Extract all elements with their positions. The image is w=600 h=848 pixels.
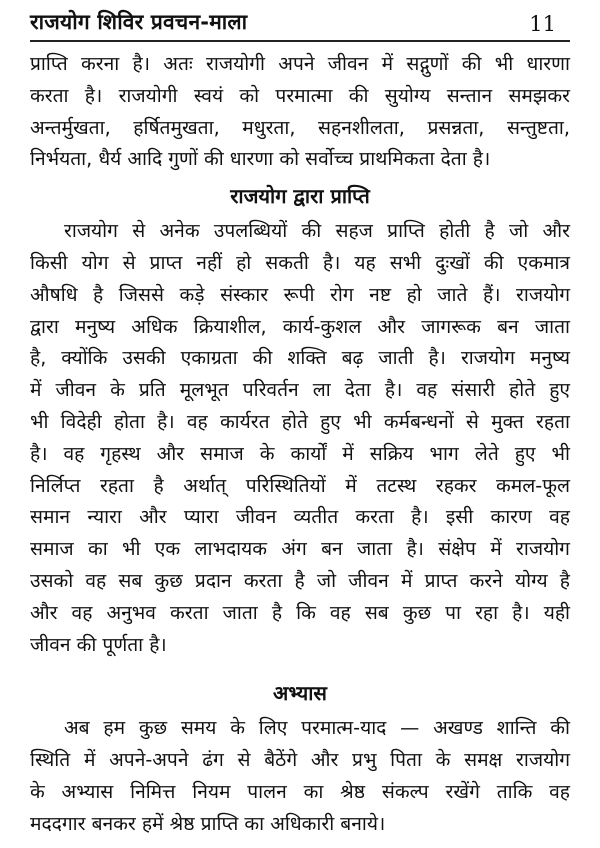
text-line: करता है। राजयोगी स्वयं को परमात्मा की सुयोग्य सन्तान समझकर bbox=[30, 83, 570, 107]
text-line: समाज का भी एक लाभदायक अंग बन जाता है। संक्षेप में राजयोग bbox=[30, 537, 570, 561]
text-line: अब हम कुछ समय के लिए परमात्म-याद — अखण्ड शान्ति की bbox=[64, 716, 570, 740]
text-line: औषधि है जिससे कड़े संस्कार रूपी रोग नष्ट हो जाते हैं। राजयोग bbox=[30, 282, 570, 306]
text-line: जीवन की पूर्णता है। bbox=[30, 632, 167, 656]
text-line: समान न्यारा और प्यारा जीवन व्यतीत करता है। इसी कारण वह bbox=[30, 505, 570, 529]
running-header bbox=[30, 0, 570, 42]
text-line: अन्तर्मुखता, हर्षितमुखता, मधुरता, सहनशीलता, प्रसन्नता, सन्तुष्टता, bbox=[30, 115, 570, 139]
text-line: के अभ्यास निमित्त नियम पालन का श्रेष्ठ संकल्प रखेंगे ताकि वह bbox=[30, 779, 570, 803]
text-line: निर्लिप्त रहता है अर्थात् परिस्थितियों में तटस्थ रहकर कमल-फूल bbox=[30, 473, 570, 497]
paragraph-rajyoga-prapti bbox=[30, 215, 570, 660]
text-line: प्राप्ति करना है। अतः राजयोगी अपने जीवन में सद्गुणों की भी धारणा bbox=[30, 52, 570, 75]
paragraph-abhyas bbox=[30, 712, 570, 839]
text-line: है, क्योंकि उसकी एकाग्रता की शक्ति बढ़ जाती है। राजयोग मनुष्य bbox=[30, 346, 570, 370]
text-line: है। वह गृहस्थ और समाज के कार्यों में सक्रिय भाग लेते हुए भी bbox=[30, 441, 570, 465]
text-line: स्थिति में अपने-अपने ढंग से बैठेंगे और प्रभु पिता के समक्ष राजयोग bbox=[30, 748, 570, 772]
text-line: राजयोग से अनेक उपलब्धियों की सहज प्राप्ति होती है जो और bbox=[64, 219, 570, 243]
text-line: और वह अनुभव करता जाता है कि वह सब कुछ पा रहा है। यही bbox=[30, 600, 570, 624]
text-line: द्वारा मनुष्य अधिक क्रियाशील, कार्य-कुशल और जागरूक बन जाता bbox=[30, 314, 570, 338]
text-line: भी विदेही होता है। वह कार्यरत होते हुए भी कर्मबन्धनों से मुक्त रहता bbox=[30, 409, 570, 433]
text-line: में जीवन के प्रति मूलभूत परिवर्तन ला देता है। वह संसारी होते हुए bbox=[30, 378, 570, 402]
page-number: 11 bbox=[529, 12, 556, 36]
text-line: किसी योग से प्राप्त नहीं हो सकती है। यह सभी दुःखों की एकमात्र bbox=[30, 250, 570, 274]
running-title: राजयोग शिविर प्रवचन-माला bbox=[30, 10, 248, 34]
text-line: निर्भयता, धैर्य आदि गुणों की धारणा को सर्वोच्च प्राथमिकता देता है। bbox=[30, 147, 491, 171]
section-heading-abhyas: अभ्यास bbox=[273, 681, 327, 706]
paragraph-continued bbox=[30, 48, 570, 175]
text-line: मददगार बनकर हमें श्रेष्ठ प्राप्ति का अधिकारी बनाये। bbox=[30, 811, 386, 835]
section-heading-rajyoga-prapti: राजयोग द्वारा प्राप्ति bbox=[230, 184, 370, 209]
text-line: उसको वह सब कुछ प्रदान करता है जो जीवन में प्राप्त करने योग्य है bbox=[30, 568, 570, 592]
